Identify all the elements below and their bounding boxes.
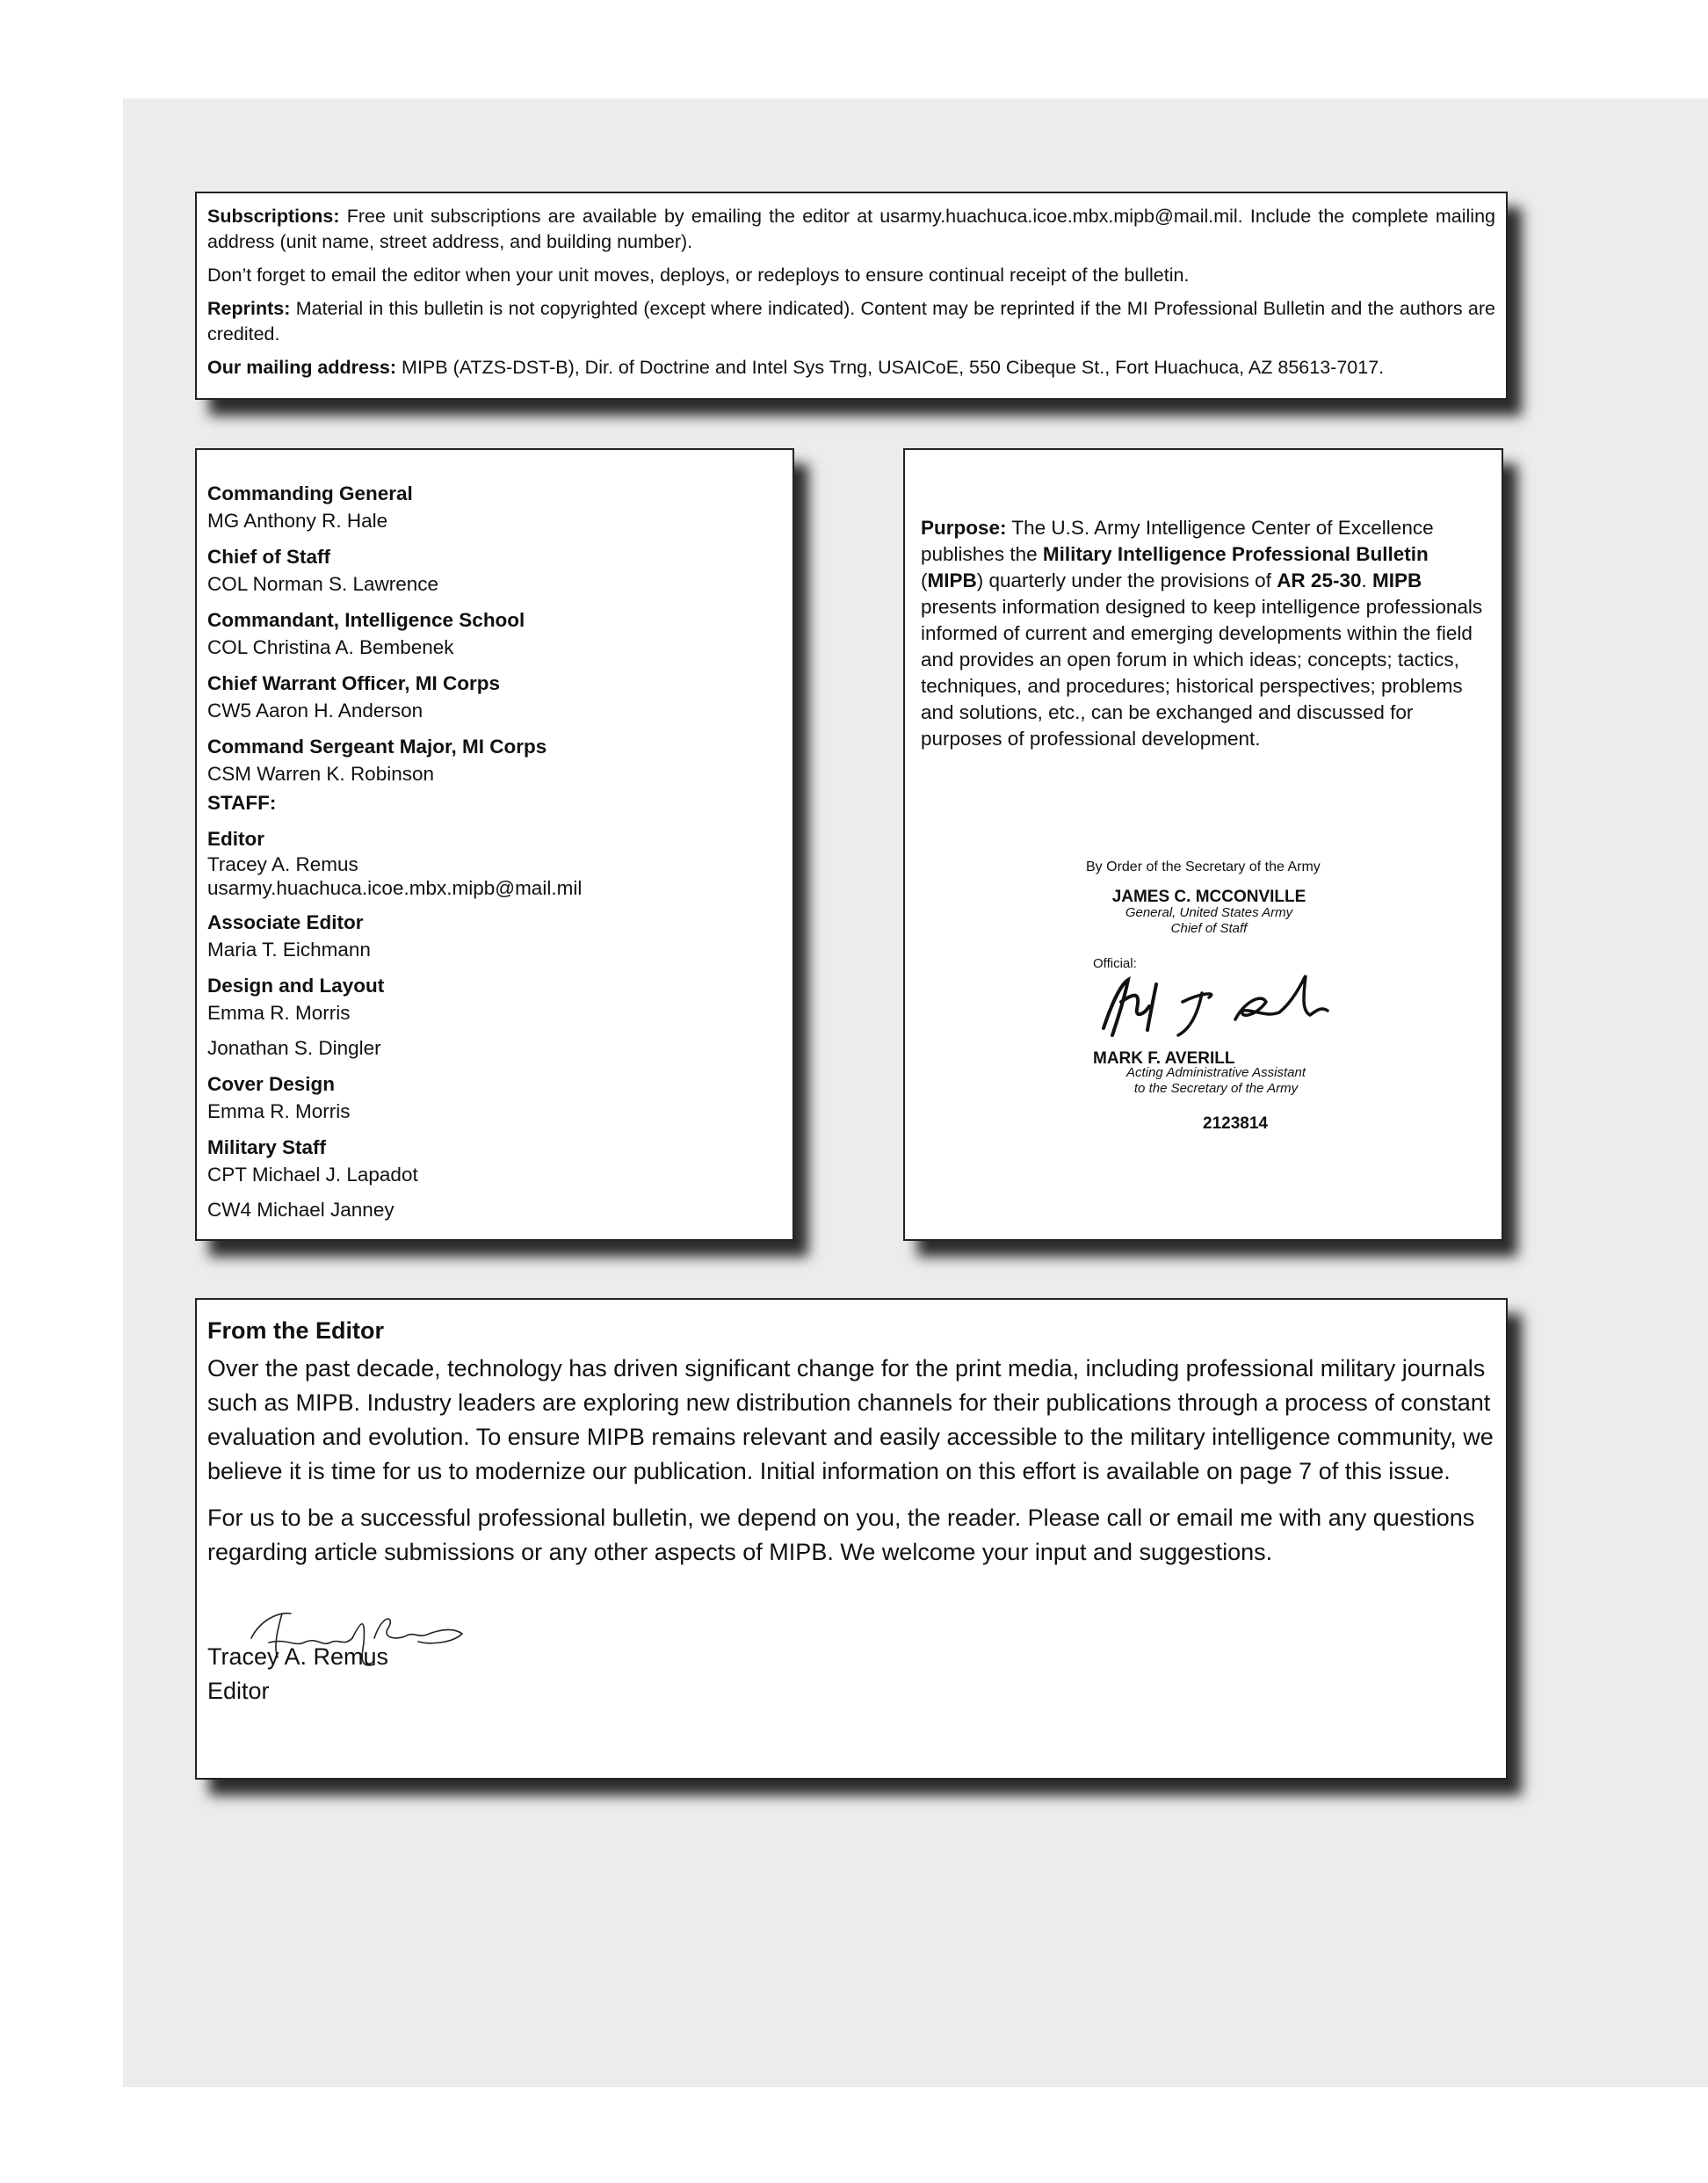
- commanding-general-name: MG Anthony R. Hale: [207, 510, 388, 532]
- mipb-abbrev: MIPB: [1372, 569, 1422, 591]
- from-the-editor-box: [195, 1298, 1508, 1780]
- reprints-label: Reprints:: [207, 298, 291, 319]
- chief-of-staff-rank: [1086, 905, 1332, 937]
- signer-name: MARK F. AVERILL: [1093, 1049, 1235, 1068]
- editor-note-title: From the Editor: [207, 1317, 384, 1344]
- editor-email: usarmy.huachuca.icoe.mbx.mipb@mail.mil: [207, 877, 583, 899]
- military-staff-name-2: CW4 Michael Janney: [207, 1199, 394, 1221]
- staff-box: [195, 448, 794, 1241]
- cover-design-title: Cover Design: [207, 1073, 336, 1095]
- purpose-label: Purpose:: [921, 517, 1007, 539]
- subscriptions-paragraph: [207, 204, 1495, 255]
- purpose-text: The U.S. Army Intelligence Center of Excellence publishes the: [921, 517, 1434, 565]
- purpose-box: [903, 448, 1503, 1241]
- associate-editor-name: Maria T. Eichmann: [207, 939, 371, 961]
- chief-title-line: General, United States Army: [1125, 905, 1293, 920]
- command-sergeant-major-name: CSM Warren K. Robinson: [207, 763, 435, 785]
- official-signature: [1086, 967, 1350, 1046]
- bulletin-name: Military Intelligence Professional Bulletin: [1042, 543, 1429, 565]
- design-layout-name-2: Jonathan S. Dingler: [207, 1037, 381, 1059]
- reprints-text: Material in this bulletin is not copyrighted (except where indicated). Content may be reprinted if the MI Professional Bulletin and the authors are credited.: [207, 298, 1495, 344]
- order-number: 2123814: [1203, 1114, 1268, 1133]
- chief-of-staff-title: Chief of Staff: [207, 546, 330, 568]
- mailing-address-paragraph: [207, 355, 1495, 381]
- purpose-text: ) quarterly under the provisions of: [976, 569, 1271, 591]
- subscriptions-text: Free unit subscriptions are available by emailing the editor at usarmy.huachuca.icoe.mbx.mipb@mail.mil. Include the complete mailing address (unit name, street address, and building number).: [207, 206, 1495, 252]
- commanding-general-title: Commanding General: [207, 482, 413, 504]
- chief-of-staff-name: COL Norman S. Lawrence: [207, 573, 439, 595]
- editor-note-paragraph-2: For us to be a successful professional bulletin, we depend on you, the reader. Please call or email me with any questions regarding article submissions or any other aspects of MIPB. We welcome your input and suggestions.: [207, 1505, 1475, 1565]
- purpose-paragraph: [921, 515, 1486, 752]
- purpose-text: presents information designed to keep intelligence professionals informed of current and emerging developments within the field and provides an open forum in which ideas; concepts; tactics, techniques, and procedures; historical perspectives; problems and solutions, etc., can be exchanged and discussed for purposes of professional development.: [921, 596, 1483, 750]
- reprints-paragraph: [207, 296, 1495, 347]
- mipb-abbrev: MIPB: [927, 569, 977, 591]
- editor-sign-name: Tracey A. Remus: [207, 1643, 389, 1670]
- signer-title-line: Acting Administrative Assistant: [1126, 1065, 1306, 1080]
- cover-design-name: Emma R. Morris: [207, 1100, 351, 1122]
- commandant-name: COL Christina A. Bembenek: [207, 636, 454, 658]
- chief-warrant-officer-title: Chief Warrant Officer, MI Corps: [207, 672, 500, 694]
- editor-note-paragraph-1: Over the past decade, technology has driven significant change for the print media, including professional military journals such as MIPB. Industry leaders are exploring new distribution channels for their publications through a process of constant evaluation and evolution. To ensure MIPB remains relevant and easily accessible to the military intelligence community, we believe it is time for us to modernize our publication. Initial information on this effort is available on page 7 of this issue.: [207, 1355, 1494, 1484]
- editor-name: Tracey A. Remus: [207, 853, 358, 875]
- purpose-text: .: [1361, 569, 1367, 591]
- official-label: Official:: [1093, 956, 1137, 971]
- command-sergeant-major-title: Command Sergeant Major, MI Corps: [207, 736, 547, 758]
- commandant-title: Commandant, Intelligence School: [207, 609, 525, 631]
- design-layout-title: Design and Layout: [207, 975, 385, 997]
- editor-signature-block: [207, 1603, 1495, 1717]
- regulation-ref: AR 25-30: [1277, 569, 1362, 591]
- subscription-info-box: [195, 192, 1508, 400]
- design-layout-name-1: Emma R. Morris: [207, 1002, 351, 1024]
- signer-title: [1093, 1065, 1339, 1097]
- purpose-text: (: [921, 569, 928, 591]
- chief-of-staff-name: JAMES C. MCCONVILLE: [1111, 888, 1306, 906]
- mailing-address-label: Our mailing address:: [207, 357, 397, 378]
- editor-title: Editor: [207, 828, 264, 850]
- editor-sign-title: Editor: [207, 1678, 270, 1704]
- chief-warrant-officer-name: CW5 Aaron H. Anderson: [207, 700, 423, 722]
- military-staff-name-1: CPT Michael J. Lapadot: [207, 1164, 418, 1186]
- chief-title-line: Chief of Staff: [1170, 921, 1248, 936]
- subscriptions-label: Subscriptions:: [207, 206, 340, 227]
- associate-editor-title: Associate Editor: [207, 911, 364, 933]
- military-staff-title: Military Staff: [207, 1136, 327, 1158]
- staff-label: STAFF:: [207, 792, 277, 814]
- mailing-address-text: MIPB (ATZS-DST-B), Dir. of Doctrine and Intel Sys Trng, USAICoE, 550 Cibeque St., Fort Huachuca, AZ 85613-7017.: [402, 357, 1385, 378]
- by-order-line: By Order of the Secretary of the Army: [1086, 859, 1321, 874]
- reminder-paragraph: Don’t forget to email the editor when your unit moves, deploys, or redeploys to ensure continual receipt of the bulletin.: [207, 265, 1190, 286]
- secretary-order-block: [1060, 854, 1376, 1137]
- signer-title-line: to the Secretary of the Army: [1133, 1081, 1299, 1096]
